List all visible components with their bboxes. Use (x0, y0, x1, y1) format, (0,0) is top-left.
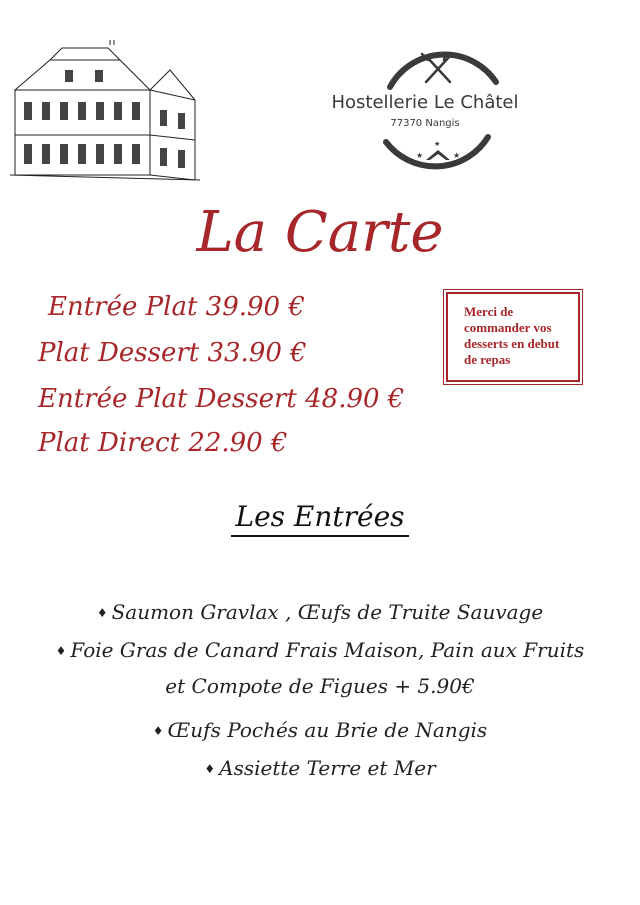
logo-name: Hostellerie Le Châtel (331, 92, 519, 113)
list-item (0, 718, 640, 742)
entree-name: Foie Gras de Canard Frais Maison, Pain aux Fruits (70, 638, 585, 662)
page-title: La Carte (196, 200, 444, 265)
section-title-wrapper (0, 500, 640, 533)
diamond-bullet-icon: ♦ (96, 606, 108, 620)
price-plat-direct: Plat Direct 22.90 € (38, 428, 288, 458)
price-plat-dessert: Plat Dessert 33.90 € (38, 338, 307, 368)
entree-name: Assiette Terre et Mer (219, 756, 436, 780)
section-title: Les Entrées (231, 500, 408, 537)
price-entree-plat-dessert: Entrée Plat Dessert 48.90 € (38, 384, 405, 414)
logo-city: 77370 Nangis (390, 118, 460, 129)
list-item-continued (0, 674, 640, 698)
diamond-bullet-icon: ♦ (204, 762, 216, 776)
building-sketch (10, 40, 205, 185)
svg-text:★: ★ (434, 140, 441, 148)
list-item (0, 756, 640, 780)
list-item (0, 600, 640, 624)
entree-name: et Compote de Figues + 5.90€ (165, 674, 475, 698)
dessert-note: Merci de commander vos desserts en debut de repas (446, 292, 580, 382)
entree-name: Œufs Pochés au Brie de Nangis (167, 718, 488, 742)
entree-name: Saumon Gravlax , Œufs de Truite Sauvage (111, 600, 544, 624)
list-item (0, 638, 640, 662)
diamond-bullet-icon: ♦ (55, 644, 67, 658)
diamond-bullet-icon: ♦ (152, 724, 164, 738)
restaurant-logo (310, 42, 540, 182)
svg-text:★: ★ (453, 151, 461, 160)
svg-text:★: ★ (416, 151, 424, 160)
price-entree-plat: Entrée Plat 39.90 € (48, 292, 305, 322)
